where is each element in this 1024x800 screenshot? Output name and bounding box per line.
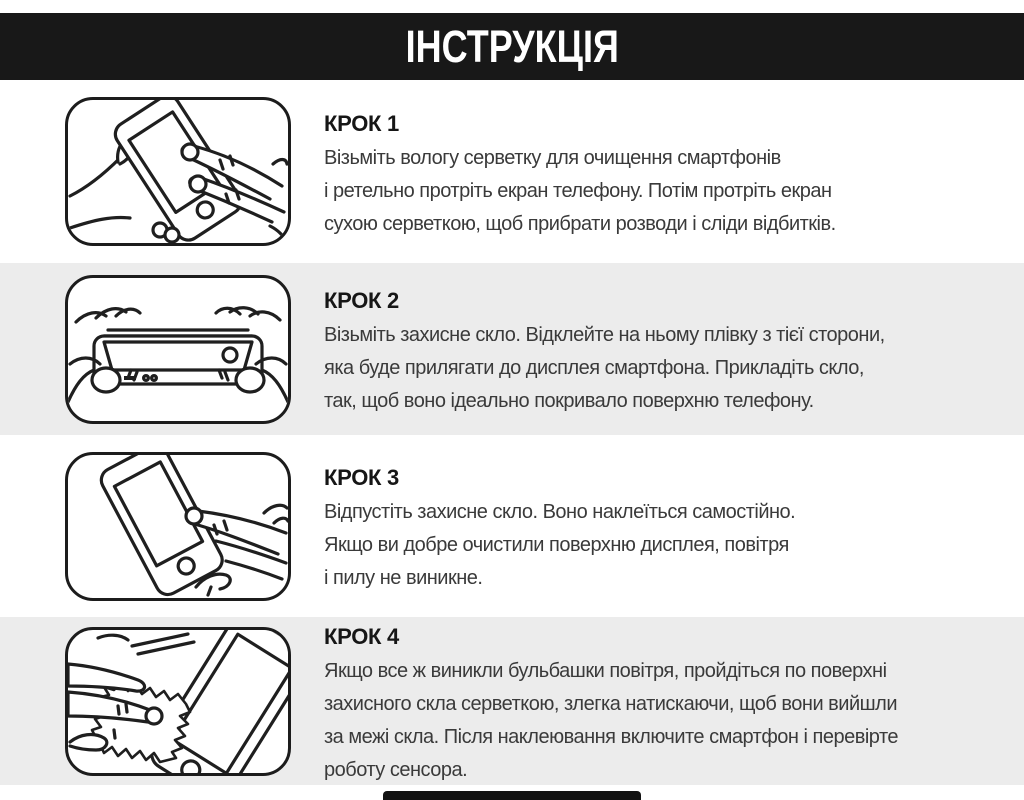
header-bar [0,13,1024,80]
home-indicator-bar [383,791,641,800]
step-text-line: за межі скла. Після наклеювання включите смартфон і перевірте [324,725,899,748]
page-title: ІНСТРУКЦІЯ [405,20,619,72]
step1-text-block [324,103,1024,241]
step-title: КРОК 3 [324,465,399,490]
step4-illustration-frame [65,627,291,776]
step-row-2 [0,263,1024,435]
step2-illustration-frame [65,275,291,424]
step-text-line: Відпустіть захисне скло. Воно наклеїться самостійно. [324,501,796,523]
step3-illustration-frame [65,452,291,601]
step-title: КРОК 2 [324,288,399,313]
smoothing-cloth-illustration-icon [68,630,288,773]
step-text-line: Візьміть вологу серветку для очищення смартфонів [324,146,781,169]
step-text-line: роботу сенсора. [324,758,468,781]
step-title: КРОК 4 [324,623,399,649]
step-row-4 [0,617,1024,785]
wet-wipe-cleaning-illustration-icon [68,100,288,243]
step-title: КРОК 1 [324,110,399,136]
step-text-line: Якщо все ж виникли бульбашки повітря, пройдіться по поверхні [324,659,887,682]
step4-text-block [324,616,1024,787]
step-text-line: сухою серветкою, щоб прибрати розводи і сліди відбитків. [324,212,836,235]
step1-illustration-frame [65,97,291,246]
align-protective-glass-illustration-icon [68,278,288,421]
step-row-1 [0,80,1024,263]
step-text-line: і ретельно протріть екран телефону. Потім протріть екран [324,179,832,202]
step-text-line: Візьміть захисне скло. Відклейте на ньому плівку з тієї сторони, [324,324,885,346]
step3-text-block [324,457,1024,595]
step-text-line: захисного скла серветкою, злегка натискаючи, щоб вони вийшли [324,692,898,715]
step-row-3 [0,435,1024,617]
press-glass-center-illustration-icon [68,455,288,598]
step-text-line: яка буде прилягати до дисплея смартфона. Прикладіть скло, [324,357,864,379]
step-text-line: і пилу не виникне. [324,567,483,589]
step2-text-block [324,280,1024,418]
step-text-line: Якщо ви добре очистили поверхню дисплея, повітря [324,534,789,556]
step-text-line: так, щоб воно ідеально покривало поверхню телефону. [324,390,814,412]
